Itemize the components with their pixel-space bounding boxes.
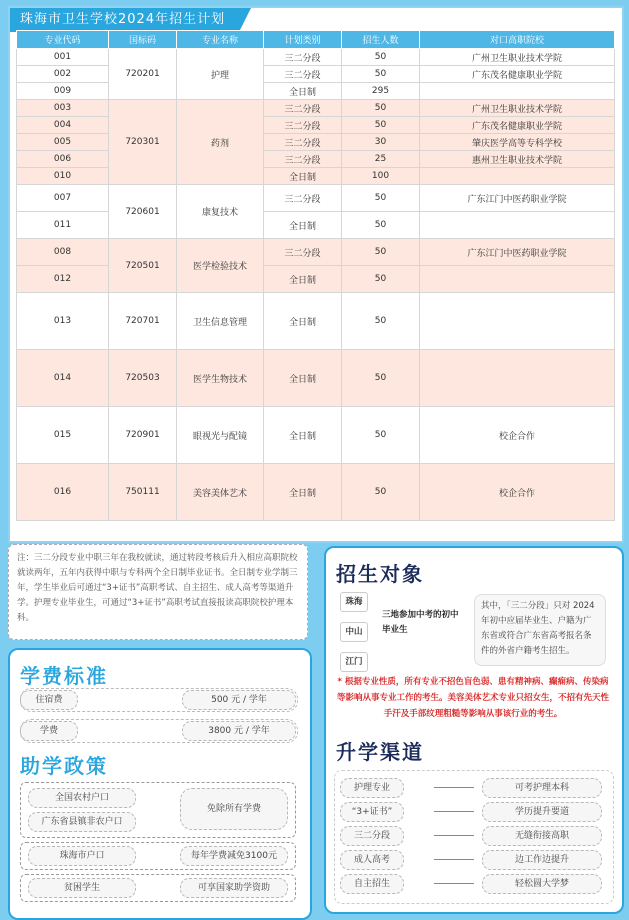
cell: 50 [342, 464, 420, 521]
cell: 肇庆医学高等专科学校 [420, 134, 615, 151]
city-zhuhai: 珠海 [340, 592, 368, 612]
header-cell: 专业名称 [177, 31, 264, 49]
enrollment-table [16, 30, 615, 521]
cell [420, 83, 615, 100]
cell: 001 [17, 49, 109, 66]
header-cell: 国标码 [109, 31, 177, 49]
cell: 眼视光与配镜 [177, 407, 264, 464]
cell: 003 [17, 100, 109, 117]
cell: 惠州卫生职业技术学院 [420, 151, 615, 168]
cell: 720701 [109, 293, 177, 350]
cell [420, 168, 615, 185]
cell: 三二分段 [264, 239, 342, 266]
cell: 三二分段 [264, 185, 342, 212]
cell: 校企合作 [420, 407, 615, 464]
cell: 50 [342, 350, 420, 407]
cell: 全日制 [264, 350, 342, 407]
cell: 008 [17, 239, 109, 266]
path-from: 自主招生 [340, 874, 404, 894]
aid-label-zhuhai: 珠海市户口 [28, 846, 136, 866]
cell: 50 [342, 100, 420, 117]
aid-title: 助学政策 [20, 754, 108, 778]
cell: 美容美体艺术 [177, 464, 264, 521]
path-connector [434, 787, 474, 788]
path-connector [434, 859, 474, 860]
cell: 720201 [109, 49, 177, 100]
cell: 三二分段 [264, 100, 342, 117]
cell: 011 [17, 212, 109, 239]
table-row [17, 464, 615, 521]
cell: 50 [342, 239, 420, 266]
cell: 720601 [109, 185, 177, 239]
table-row [17, 212, 615, 239]
cell: 50 [342, 407, 420, 464]
cell: 720501 [109, 239, 177, 293]
header-cell: 招生人数 [342, 31, 420, 49]
fee-panel [8, 648, 312, 920]
cell: 005 [17, 134, 109, 151]
header-cell: 对口高职院校 [420, 31, 615, 49]
cell: 004 [17, 117, 109, 134]
table-row [17, 66, 615, 83]
cell: 50 [342, 117, 420, 134]
path-from: 三二分段 [340, 826, 404, 846]
header-cell: 专业代码 [17, 31, 109, 49]
aid-label-rural: 全国农村户口 [28, 788, 136, 808]
note-box: 注：三二分段专业中职三年在我校就读，通过转段考核后升入相应高职院校就读两年，五年内获得中职与专科两个全日制毕业证书。全日制专业学制三年，学生毕业后可通过“3+证书”高职考试、自主招生、成人高考等渠道升学。护理专业毕业生，可通过“3+证书”高职考试直接报读高职院校护理本科。 [8, 544, 308, 640]
path-from: 护理专业 [340, 778, 404, 798]
cell: 013 [17, 293, 109, 350]
table-row [17, 83, 615, 100]
path-to: 无缝衔接高职 [482, 826, 602, 846]
aid-label-poor: 贫困学生 [28, 878, 136, 898]
table-row [17, 49, 615, 66]
cell: 50 [342, 293, 420, 350]
paths-title: 升学渠道 [336, 740, 424, 764]
cell: 三二分段 [264, 49, 342, 66]
cell: 广州卫生职业技术学院 [420, 49, 615, 66]
cell: 三二分段 [264, 151, 342, 168]
table-row [17, 134, 615, 151]
city-zhongshan: 中山 [340, 622, 368, 642]
path-connector [434, 883, 474, 884]
cell: 009 [17, 83, 109, 100]
cell: 014 [17, 350, 109, 407]
cell: 医学检验技术 [177, 239, 264, 293]
cell: 016 [17, 464, 109, 521]
fee-title: 学费标准 [20, 664, 108, 688]
cell [420, 212, 615, 239]
target-desc: 其中，「三二分段」只对 2024 年初中应届毕业生、户籍为广东省或符合广东省高考报名条件的外省户籍考生招生。 [474, 594, 606, 666]
table-row [17, 293, 615, 350]
cell: 全日制 [264, 407, 342, 464]
path-to: 可考护理本科 [482, 778, 602, 798]
path-from: 成人高考 [340, 850, 404, 870]
cell: 广州卫生职业技术学院 [420, 100, 615, 117]
fee-row-frame [20, 688, 298, 712]
cell: 药剂 [177, 100, 264, 185]
fee-value-dorm: 500 元 / 学年 [182, 690, 296, 710]
table-row [17, 151, 615, 168]
table-header [17, 31, 615, 49]
path-connector [434, 811, 474, 812]
cell [420, 350, 615, 407]
target-panel [324, 546, 624, 914]
cell: 全日制 [264, 83, 342, 100]
cell: 全日制 [264, 266, 342, 293]
cell: 广东江门中医药职业学院 [420, 239, 615, 266]
path-from: “3+证书” [340, 802, 404, 822]
cell: 三二分段 [264, 134, 342, 151]
cell: 750111 [109, 464, 177, 521]
cell: 720503 [109, 350, 177, 407]
cell: 002 [17, 66, 109, 83]
fee-label-dorm: 住宿费 [20, 690, 78, 710]
cell: 全日制 [264, 464, 342, 521]
page-title: 珠海市卫生学校2024年招生计划 [10, 8, 239, 32]
cell: 50 [342, 212, 420, 239]
cell: 295 [342, 83, 420, 100]
target-title: 招生对象 [336, 562, 424, 586]
fee-label-tuition: 学费 [20, 721, 78, 741]
cell: 全日制 [264, 168, 342, 185]
cell: 全日制 [264, 293, 342, 350]
aid-label-county: 广东省县镇非农户口 [28, 812, 136, 832]
table-row [17, 266, 615, 293]
city-jiangmen: 江门 [340, 652, 368, 672]
cell: 广东茂名健康职业学院 [420, 66, 615, 83]
target-middle: 三地参加中考的初中毕业生 [382, 610, 459, 635]
cell: 50 [342, 66, 420, 83]
cell: 卫生信息管理 [177, 293, 264, 350]
cell: 50 [342, 185, 420, 212]
aid-value-poor: 可享国家助学资助 [180, 878, 288, 898]
cell: 100 [342, 168, 420, 185]
cell: 护理 [177, 49, 264, 100]
cell: 广东江门中医药职业学院 [420, 185, 615, 212]
fee-value-tuition: 3800 元 / 学年 [182, 721, 296, 741]
cell: 康复技术 [177, 185, 264, 239]
cell: 720901 [109, 407, 177, 464]
cell: 007 [17, 185, 109, 212]
cell: 010 [17, 168, 109, 185]
table-row [17, 239, 615, 266]
cell: 三二分段 [264, 66, 342, 83]
aid-value-free: 免除所有学费 [180, 788, 288, 830]
cell: 012 [17, 266, 109, 293]
table-row [17, 185, 615, 212]
path-to: 学历提升要道 [482, 802, 602, 822]
cell: 三二分段 [264, 117, 342, 134]
cell: 720301 [109, 100, 177, 185]
path-to: 边工作边提升 [482, 850, 602, 870]
aid-value-zhuhai: 每年学费减免3100元 [180, 846, 288, 866]
cell: 广东茂名健康职业学院 [420, 117, 615, 134]
table-row [17, 117, 615, 134]
table-row [17, 100, 615, 117]
table-row [17, 168, 615, 185]
cell: 校企合作 [420, 464, 615, 521]
cell: 50 [342, 266, 420, 293]
cell: 全日制 [264, 212, 342, 239]
cell: 006 [17, 151, 109, 168]
cell [420, 293, 615, 350]
cell: 医学生物技术 [177, 350, 264, 407]
cell: 25 [342, 151, 420, 168]
table-row [17, 350, 615, 407]
header-cell: 计划类别 [264, 31, 342, 49]
path-connector [434, 835, 474, 836]
target-warning: * 根据专业性质，所有专业不招色盲色弱、患有精神病、癫痫病、传染病等影响从事专业工作的考生。美容美体艺术专业只招女生，不招有先天性手汗及手部纹理粗糙等影响从事该行业的考生。 [336, 677, 609, 719]
fee-row-frame [20, 719, 298, 743]
cell: 30 [342, 134, 420, 151]
cell: 015 [17, 407, 109, 464]
cell: 50 [342, 49, 420, 66]
path-to: 轻松圆大学梦 [482, 874, 602, 894]
cell [420, 266, 615, 293]
table-row [17, 407, 615, 464]
